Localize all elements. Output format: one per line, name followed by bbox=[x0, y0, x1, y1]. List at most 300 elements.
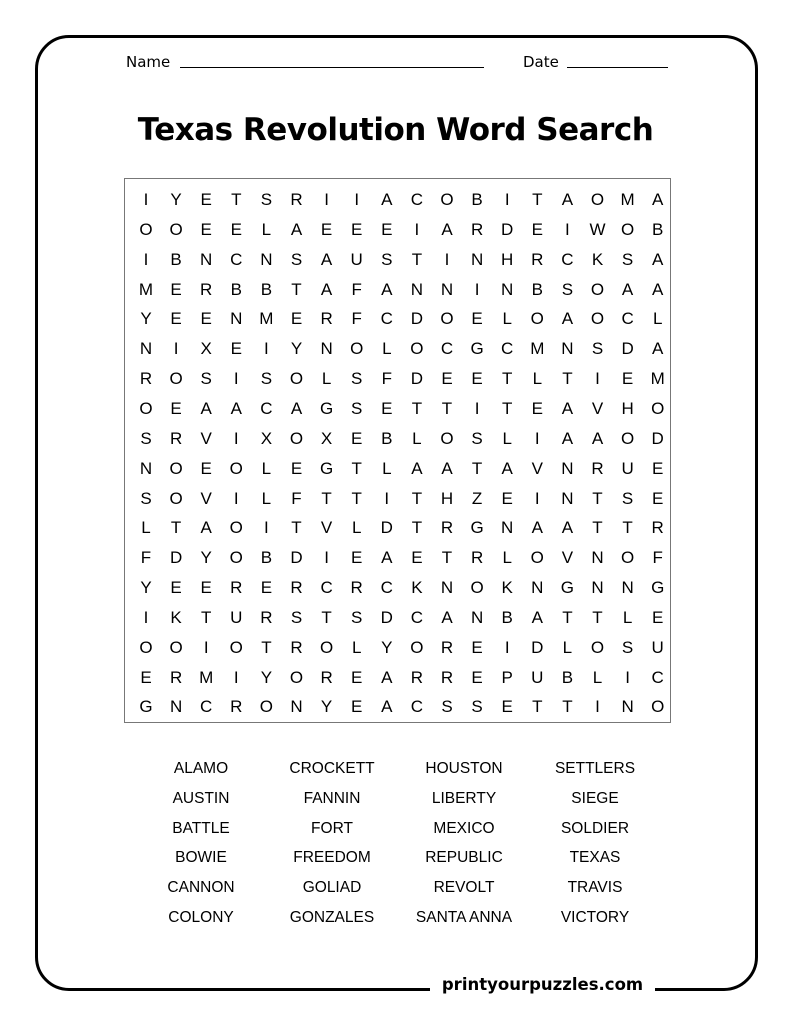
grid-letter[interactable]: L bbox=[382, 339, 392, 359]
grid-letter[interactable]: R bbox=[290, 190, 303, 209]
grid-letter[interactable]: E bbox=[351, 548, 363, 568]
grid-letter[interactable]: I bbox=[264, 518, 269, 538]
grid-letter[interactable]: L bbox=[261, 458, 272, 478]
grid-letter[interactable]: A bbox=[320, 249, 333, 269]
grid-letter[interactable]: O bbox=[139, 637, 153, 657]
grid-letter[interactable]: M bbox=[138, 279, 154, 299]
grid-letter[interactable]: I bbox=[595, 369, 600, 389]
grid-letter[interactable]: L bbox=[502, 428, 512, 448]
grid-letter[interactable]: H bbox=[501, 249, 514, 269]
grid-letter[interactable]: T bbox=[592, 518, 603, 538]
grid-letter[interactable]: T bbox=[411, 488, 423, 508]
grid-letter[interactable]: O bbox=[169, 369, 183, 389]
grid-letter[interactable]: L bbox=[261, 219, 272, 239]
grid-letter[interactable]: C bbox=[260, 398, 273, 418]
grid-letter[interactable]: A bbox=[290, 219, 303, 239]
grid-letter[interactable]: R bbox=[470, 219, 484, 239]
grid-letter[interactable]: R bbox=[440, 637, 454, 657]
grid-letter[interactable]: O bbox=[289, 667, 304, 687]
grid-letter[interactable]: D bbox=[531, 637, 544, 657]
grid-letter[interactable]: I bbox=[474, 398, 480, 418]
grid-letter[interactable]: B bbox=[531, 279, 543, 299]
grid-letter[interactable]: R bbox=[440, 518, 454, 538]
grid-letter[interactable]: T bbox=[441, 398, 453, 418]
grid-letter[interactable]: A bbox=[652, 249, 664, 269]
grid-letter[interactable]: E bbox=[170, 309, 182, 329]
grid-letter[interactable]: S bbox=[471, 428, 483, 448]
grid-letter[interactable]: S bbox=[351, 398, 363, 418]
grid-letter[interactable]: S bbox=[441, 697, 453, 717]
grid-letter[interactable]: N bbox=[169, 697, 183, 717]
grid-letter[interactable]: R bbox=[230, 578, 243, 598]
grid-letter[interactable]: P bbox=[501, 667, 513, 687]
grid-letter[interactable]: A bbox=[381, 548, 393, 568]
grid-letter[interactable]: E bbox=[501, 697, 513, 717]
grid-letter[interactable]: T bbox=[291, 279, 302, 299]
grid-letter[interactable]: C bbox=[410, 607, 424, 627]
grid-letter[interactable]: T bbox=[622, 518, 633, 538]
grid-letter[interactable]: O bbox=[410, 637, 424, 657]
grid-letter[interactable]: S bbox=[351, 607, 363, 627]
grid-letter[interactable]: L bbox=[622, 607, 633, 627]
grid-letter[interactable]: Y bbox=[381, 637, 393, 657]
grid-letter[interactable]: Y bbox=[290, 339, 303, 359]
grid-letter[interactable]: R bbox=[139, 369, 153, 389]
grid-letter[interactable]: I bbox=[534, 488, 540, 508]
grid-letter[interactable]: T bbox=[592, 607, 603, 627]
grid-letter[interactable]: A bbox=[381, 190, 393, 209]
grid-letter[interactable]: S bbox=[290, 607, 303, 627]
grid-letter[interactable]: U bbox=[531, 667, 544, 687]
grid-letter[interactable]: V bbox=[531, 458, 543, 478]
grid-letter[interactable]: F bbox=[381, 369, 392, 389]
grid-letter[interactable]: M bbox=[620, 190, 635, 209]
grid-letter[interactable]: N bbox=[621, 578, 634, 598]
grid-letter[interactable]: T bbox=[501, 369, 513, 389]
grid-letter[interactable]: I bbox=[534, 428, 540, 448]
grid-letter[interactable]: O bbox=[590, 190, 605, 209]
grid-letter[interactable]: T bbox=[441, 548, 453, 568]
grid-letter[interactable]: B bbox=[260, 548, 273, 568]
grid-letter[interactable]: T bbox=[351, 488, 362, 508]
grid-letter[interactable]: O bbox=[440, 309, 454, 329]
grid-letter[interactable]: E bbox=[471, 637, 483, 657]
grid-letter[interactable]: O bbox=[651, 697, 665, 717]
grid-letter[interactable]: O bbox=[620, 219, 635, 239]
grid-letter[interactable]: K bbox=[411, 578, 423, 598]
grid-letter[interactable]: H bbox=[621, 398, 634, 418]
grid-letter[interactable]: L bbox=[351, 637, 362, 657]
grid-letter[interactable]: A bbox=[441, 607, 453, 627]
grid-letter[interactable]: E bbox=[351, 428, 363, 448]
grid-letter[interactable]: K bbox=[501, 578, 513, 598]
grid-letter[interactable]: I bbox=[143, 249, 149, 269]
grid-letter[interactable]: A bbox=[411, 458, 423, 478]
grid-letter[interactable]: T bbox=[562, 607, 573, 627]
grid-letter[interactable]: D bbox=[651, 428, 664, 448]
grid-letter[interactable]: A bbox=[621, 279, 634, 299]
grid-letter[interactable]: I bbox=[384, 488, 390, 508]
grid-letter[interactable]: O bbox=[590, 637, 605, 657]
grid-letter[interactable]: R bbox=[260, 607, 273, 627]
grid-letter[interactable]: A bbox=[652, 190, 664, 209]
grid-letter[interactable]: E bbox=[471, 369, 483, 389]
grid-letter[interactable]: N bbox=[591, 578, 604, 598]
grid-letter[interactable]: O bbox=[169, 488, 183, 508]
grid-letter[interactable]: I bbox=[504, 637, 510, 657]
grid-letter[interactable]: H bbox=[440, 488, 454, 508]
grid-letter[interactable]: T bbox=[200, 607, 212, 627]
name-field[interactable] bbox=[180, 67, 484, 68]
grid-letter[interactable]: B bbox=[501, 607, 513, 627]
grid-letter[interactable]: C bbox=[651, 667, 664, 687]
grid-letter[interactable]: C bbox=[501, 339, 514, 359]
grid-letter[interactable]: A bbox=[441, 458, 453, 478]
grid-letter[interactable]: A bbox=[441, 219, 453, 239]
grid-letter[interactable]: L bbox=[351, 518, 362, 538]
grid-letter[interactable]: B bbox=[561, 667, 574, 687]
grid-letter[interactable]: F bbox=[140, 548, 152, 568]
grid-letter[interactable]: O bbox=[440, 190, 454, 209]
grid-letter[interactable]: X bbox=[260, 428, 273, 448]
grid-letter[interactable]: O bbox=[470, 578, 484, 598]
grid-letter[interactable]: O bbox=[229, 518, 243, 538]
grid-letter[interactable]: G bbox=[470, 339, 484, 359]
grid-letter[interactable]: T bbox=[562, 697, 573, 717]
grid-letter[interactable]: O bbox=[289, 428, 304, 448]
grid-letter[interactable]: R bbox=[440, 667, 454, 687]
grid-letter[interactable]: U bbox=[621, 458, 634, 478]
grid-letter[interactable]: I bbox=[264, 339, 269, 359]
grid-letter[interactable]: S bbox=[140, 488, 152, 508]
grid-letter[interactable]: C bbox=[200, 697, 213, 717]
grid-letter[interactable]: A bbox=[290, 398, 303, 418]
grid-letter[interactable]: T bbox=[411, 398, 423, 418]
grid-letter[interactable]: E bbox=[411, 548, 423, 568]
grid-letter[interactable]: E bbox=[531, 398, 543, 418]
grid-letter[interactable]: T bbox=[321, 607, 332, 627]
grid-letter[interactable]: F bbox=[652, 548, 663, 568]
grid-letter[interactable]: V bbox=[591, 398, 604, 418]
grid-letter[interactable]: A bbox=[531, 607, 543, 627]
grid-letter[interactable]: K bbox=[591, 249, 604, 269]
grid-letter[interactable]: A bbox=[652, 339, 664, 359]
grid-letter[interactable]: G bbox=[139, 697, 153, 717]
grid-letter[interactable]: N bbox=[440, 578, 454, 598]
grid-letter[interactable]: A bbox=[230, 398, 242, 418]
grid-letter[interactable]: N bbox=[501, 279, 514, 299]
grid-letter[interactable]: Y bbox=[140, 578, 152, 598]
grid-letter[interactable]: T bbox=[291, 518, 302, 538]
grid-letter[interactable]: C bbox=[320, 578, 333, 598]
grid-letter[interactable]: N bbox=[410, 279, 424, 299]
grid-letter[interactable]: E bbox=[471, 667, 483, 687]
grid-letter[interactable]: L bbox=[652, 309, 663, 329]
grid-letter[interactable]: N bbox=[139, 458, 153, 478]
grid-letter[interactable]: E bbox=[471, 309, 483, 329]
grid-letter[interactable]: N bbox=[290, 697, 303, 717]
grid-letter[interactable]: T bbox=[411, 249, 423, 269]
grid-letter[interactable]: G bbox=[319, 458, 334, 478]
grid-letter[interactable]: I bbox=[504, 190, 510, 209]
grid-letter[interactable]: E bbox=[200, 578, 212, 598]
grid-letter[interactable]: L bbox=[562, 637, 573, 657]
grid-letter[interactable]: A bbox=[501, 458, 513, 478]
grid-letter[interactable]: N bbox=[440, 279, 454, 299]
grid-letter[interactable]: L bbox=[592, 667, 603, 687]
grid-letter[interactable]: A bbox=[652, 279, 664, 299]
grid-letter[interactable]: L bbox=[502, 309, 512, 329]
grid-letter[interactable]: E bbox=[351, 219, 363, 239]
grid-letter[interactable]: L bbox=[321, 369, 332, 389]
grid-letter[interactable]: R bbox=[290, 637, 303, 657]
grid-letter[interactable]: O bbox=[651, 398, 665, 418]
grid-letter[interactable]: T bbox=[471, 458, 483, 478]
grid-letter[interactable]: E bbox=[260, 578, 273, 598]
grid-letter[interactable]: O bbox=[169, 637, 183, 657]
grid-letter[interactable]: A bbox=[381, 667, 393, 687]
grid-letter[interactable]: I bbox=[173, 339, 179, 359]
grid-letter[interactable]: O bbox=[530, 309, 544, 329]
grid-letter[interactable]: E bbox=[441, 369, 453, 389]
grid-letter[interactable]: O bbox=[229, 458, 243, 478]
grid-letter[interactable]: O bbox=[229, 637, 243, 657]
grid-letter[interactable]: R bbox=[651, 518, 664, 538]
grid-letter[interactable]: E bbox=[381, 219, 393, 239]
grid-letter[interactable]: Y bbox=[140, 309, 152, 329]
grid-letter[interactable]: E bbox=[351, 697, 363, 717]
grid-letter[interactable]: F bbox=[291, 488, 302, 508]
grid-letter[interactable]: S bbox=[200, 369, 212, 389]
grid-letter[interactable]: I bbox=[324, 548, 329, 568]
grid-letter[interactable]: N bbox=[139, 339, 153, 359]
grid-letter[interactable]: M bbox=[530, 339, 545, 359]
grid-letter[interactable]: R bbox=[531, 249, 544, 269]
grid-letter[interactable]: L bbox=[261, 488, 272, 508]
grid-letter[interactable]: E bbox=[170, 578, 182, 598]
grid-letter[interactable]: Y bbox=[200, 548, 212, 568]
grid-letter[interactable]: A bbox=[381, 279, 393, 299]
grid-letter[interactable]: E bbox=[652, 488, 664, 508]
grid-letter[interactable]: O bbox=[620, 428, 635, 448]
grid-letter[interactable]: E bbox=[200, 219, 212, 239]
grid-letter[interactable]: N bbox=[531, 578, 544, 598]
grid-letter[interactable]: N bbox=[320, 339, 333, 359]
grid-letter[interactable]: B bbox=[471, 190, 483, 209]
grid-letter[interactable]: C bbox=[410, 190, 424, 209]
grid-letter[interactable]: I bbox=[233, 488, 239, 508]
grid-letter[interactable]: C bbox=[230, 249, 243, 269]
grid-letter[interactable]: T bbox=[532, 697, 543, 717]
grid-letter[interactable]: E bbox=[140, 667, 152, 687]
grid-letter[interactable]: N bbox=[561, 488, 574, 508]
grid-letter[interactable]: L bbox=[502, 548, 512, 568]
grid-letter[interactable]: V bbox=[200, 488, 212, 508]
grid-letter[interactable]: A bbox=[200, 398, 212, 418]
grid-letter[interactable]: I bbox=[595, 697, 600, 717]
grid-letter[interactable]: T bbox=[501, 398, 513, 418]
grid-letter[interactable]: O bbox=[169, 219, 183, 239]
grid-letter[interactable]: D bbox=[380, 518, 393, 538]
grid-letter[interactable]: S bbox=[260, 369, 273, 389]
grid-letter[interactable]: M bbox=[259, 309, 274, 329]
grid-letter[interactable]: N bbox=[621, 697, 634, 717]
grid-letter[interactable]: Z bbox=[471, 488, 483, 508]
grid-letter[interactable]: D bbox=[410, 369, 424, 389]
grid-letter[interactable]: O bbox=[259, 697, 273, 717]
grid-letter[interactable]: M bbox=[199, 667, 214, 687]
grid-letter[interactable]: L bbox=[382, 458, 392, 478]
grid-letter[interactable]: E bbox=[170, 279, 182, 299]
grid-letter[interactable]: O bbox=[169, 458, 183, 478]
grid-letter[interactable]: O bbox=[440, 428, 454, 448]
grid-letter[interactable]: O bbox=[530, 548, 544, 568]
grid-letter[interactable]: E bbox=[290, 309, 303, 329]
grid-letter[interactable]: N bbox=[200, 249, 213, 269]
grid-letter[interactable]: R bbox=[200, 279, 213, 299]
grid-letter[interactable]: U bbox=[230, 607, 243, 627]
grid-letter[interactable]: I bbox=[233, 428, 239, 448]
grid-letter[interactable]: E bbox=[351, 667, 363, 687]
grid-letter[interactable]: A bbox=[381, 697, 393, 717]
grid-letter[interactable]: E bbox=[200, 190, 212, 209]
grid-letter[interactable]: R bbox=[350, 578, 363, 598]
grid-letter[interactable]: I bbox=[203, 637, 209, 657]
grid-letter[interactable]: O bbox=[139, 398, 153, 418]
grid-letter[interactable]: I bbox=[625, 667, 630, 687]
grid-letter[interactable]: S bbox=[621, 488, 634, 508]
grid-letter[interactable]: G bbox=[560, 578, 574, 598]
grid-letter[interactable]: A bbox=[320, 279, 333, 299]
grid-letter[interactable]: M bbox=[650, 369, 665, 389]
grid-letter[interactable]: B bbox=[260, 279, 273, 299]
grid-letter[interactable]: O bbox=[319, 637, 334, 657]
date-field[interactable] bbox=[567, 67, 668, 68]
grid-letter[interactable]: I bbox=[354, 190, 360, 209]
grid-letter[interactable]: O bbox=[590, 279, 605, 299]
grid-letter[interactable]: B bbox=[381, 428, 393, 448]
grid-letter[interactable]: T bbox=[592, 488, 603, 508]
grid-letter[interactable]: R bbox=[320, 667, 333, 687]
grid-letter[interactable]: R bbox=[230, 697, 243, 717]
grid-letter[interactable]: R bbox=[591, 458, 604, 478]
grid-letter[interactable]: A bbox=[200, 518, 212, 538]
grid-letter[interactable]: E bbox=[501, 488, 513, 508]
grid-letter[interactable]: T bbox=[261, 637, 272, 657]
grid-letter[interactable]: D bbox=[169, 548, 183, 568]
grid-letter[interactable]: N bbox=[501, 518, 514, 538]
grid-letter[interactable]: I bbox=[474, 279, 480, 299]
grid-letter[interactable]: E bbox=[652, 607, 664, 627]
grid-letter[interactable]: A bbox=[531, 518, 543, 538]
grid-letter[interactable]: I bbox=[444, 249, 450, 269]
grid-letter[interactable]: I bbox=[565, 219, 570, 239]
grid-letter[interactable]: O bbox=[229, 548, 243, 568]
grid-letter[interactable]: N bbox=[230, 309, 243, 329]
grid-letter[interactable]: X bbox=[320, 428, 333, 448]
grid-letter[interactable]: A bbox=[561, 309, 574, 329]
grid-letter[interactable]: O bbox=[590, 309, 605, 329]
grid-letter[interactable]: C bbox=[410, 697, 424, 717]
grid-letter[interactable]: O bbox=[350, 339, 364, 359]
grid-letter[interactable]: R bbox=[290, 578, 303, 598]
grid-letter[interactable]: T bbox=[351, 458, 362, 478]
grid-letter[interactable]: V bbox=[320, 518, 333, 538]
grid-letter[interactable]: A bbox=[561, 518, 574, 538]
grid-letter[interactable]: G bbox=[319, 398, 334, 418]
grid-letter[interactable]: T bbox=[231, 190, 242, 209]
grid-letter[interactable]: S bbox=[621, 637, 634, 657]
grid-letter[interactable]: S bbox=[140, 428, 152, 448]
grid-letter[interactable]: N bbox=[591, 548, 604, 568]
grid-letter[interactable]: E bbox=[290, 458, 303, 478]
grid-letter[interactable]: Y bbox=[260, 667, 273, 687]
grid-letter[interactable]: C bbox=[440, 339, 454, 359]
grid-letter[interactable]: I bbox=[143, 190, 149, 209]
grid-letter[interactable]: R bbox=[470, 548, 484, 568]
grid-letter[interactable]: S bbox=[260, 190, 273, 209]
grid-letter[interactable]: F bbox=[351, 279, 362, 299]
grid-letter[interactable]: D bbox=[380, 607, 393, 627]
grid-letter[interactable]: U bbox=[350, 249, 363, 269]
grid-letter[interactable]: C bbox=[380, 578, 393, 598]
grid-letter[interactable]: A bbox=[561, 190, 574, 209]
grid-letter[interactable]: E bbox=[200, 458, 212, 478]
grid-letter[interactable]: L bbox=[532, 369, 543, 389]
grid-letter[interactable]: C bbox=[561, 249, 574, 269]
grid-letter[interactable]: O bbox=[410, 339, 424, 359]
grid-letter[interactable]: E bbox=[652, 458, 664, 478]
grid-letter[interactable]: I bbox=[233, 667, 239, 687]
grid-letter[interactable]: T bbox=[562, 369, 573, 389]
grid-letter[interactable]: D bbox=[621, 339, 634, 359]
grid-letter[interactable]: E bbox=[200, 309, 212, 329]
grid-letter[interactable]: I bbox=[143, 607, 149, 627]
grid-letter[interactable]: K bbox=[170, 607, 182, 627]
grid-letter[interactable]: S bbox=[471, 697, 483, 717]
grid-letter[interactable]: S bbox=[351, 369, 363, 389]
grid-letter[interactable]: N bbox=[561, 458, 574, 478]
grid-letter[interactable]: N bbox=[470, 607, 484, 627]
grid-letter[interactable]: B bbox=[652, 219, 664, 239]
grid-letter[interactable]: D bbox=[290, 548, 303, 568]
grid-letter[interactable]: E bbox=[621, 369, 634, 389]
grid-letter[interactable]: V bbox=[200, 428, 212, 448]
grid-letter[interactable]: T bbox=[411, 518, 423, 538]
grid-letter[interactable]: A bbox=[561, 398, 574, 418]
grid-letter[interactable]: I bbox=[233, 369, 239, 389]
grid-letter[interactable]: B bbox=[170, 249, 182, 269]
grid-letter[interactable]: X bbox=[200, 339, 212, 359]
grid-letter[interactable]: L bbox=[412, 428, 422, 448]
grid-letter[interactable]: S bbox=[621, 249, 634, 269]
grid-letter[interactable]: S bbox=[381, 249, 393, 269]
grid-letter[interactable]: N bbox=[260, 249, 273, 269]
grid-letter[interactable]: S bbox=[561, 279, 574, 299]
grid-letter[interactable]: E bbox=[170, 398, 182, 418]
grid-letter[interactable]: I bbox=[414, 219, 420, 239]
grid-letter[interactable]: O bbox=[289, 369, 304, 389]
grid-letter[interactable]: O bbox=[620, 548, 635, 568]
grid-letter[interactable]: T bbox=[170, 518, 182, 538]
grid-letter[interactable]: A bbox=[591, 428, 604, 448]
grid-letter[interactable]: Y bbox=[170, 190, 182, 209]
grid-letter[interactable]: I bbox=[324, 190, 329, 209]
grid-letter[interactable]: V bbox=[561, 548, 574, 568]
grid-letter[interactable]: D bbox=[410, 309, 424, 329]
grid-letter[interactable]: E bbox=[381, 398, 393, 418]
grid-letter[interactable]: E bbox=[230, 339, 242, 359]
